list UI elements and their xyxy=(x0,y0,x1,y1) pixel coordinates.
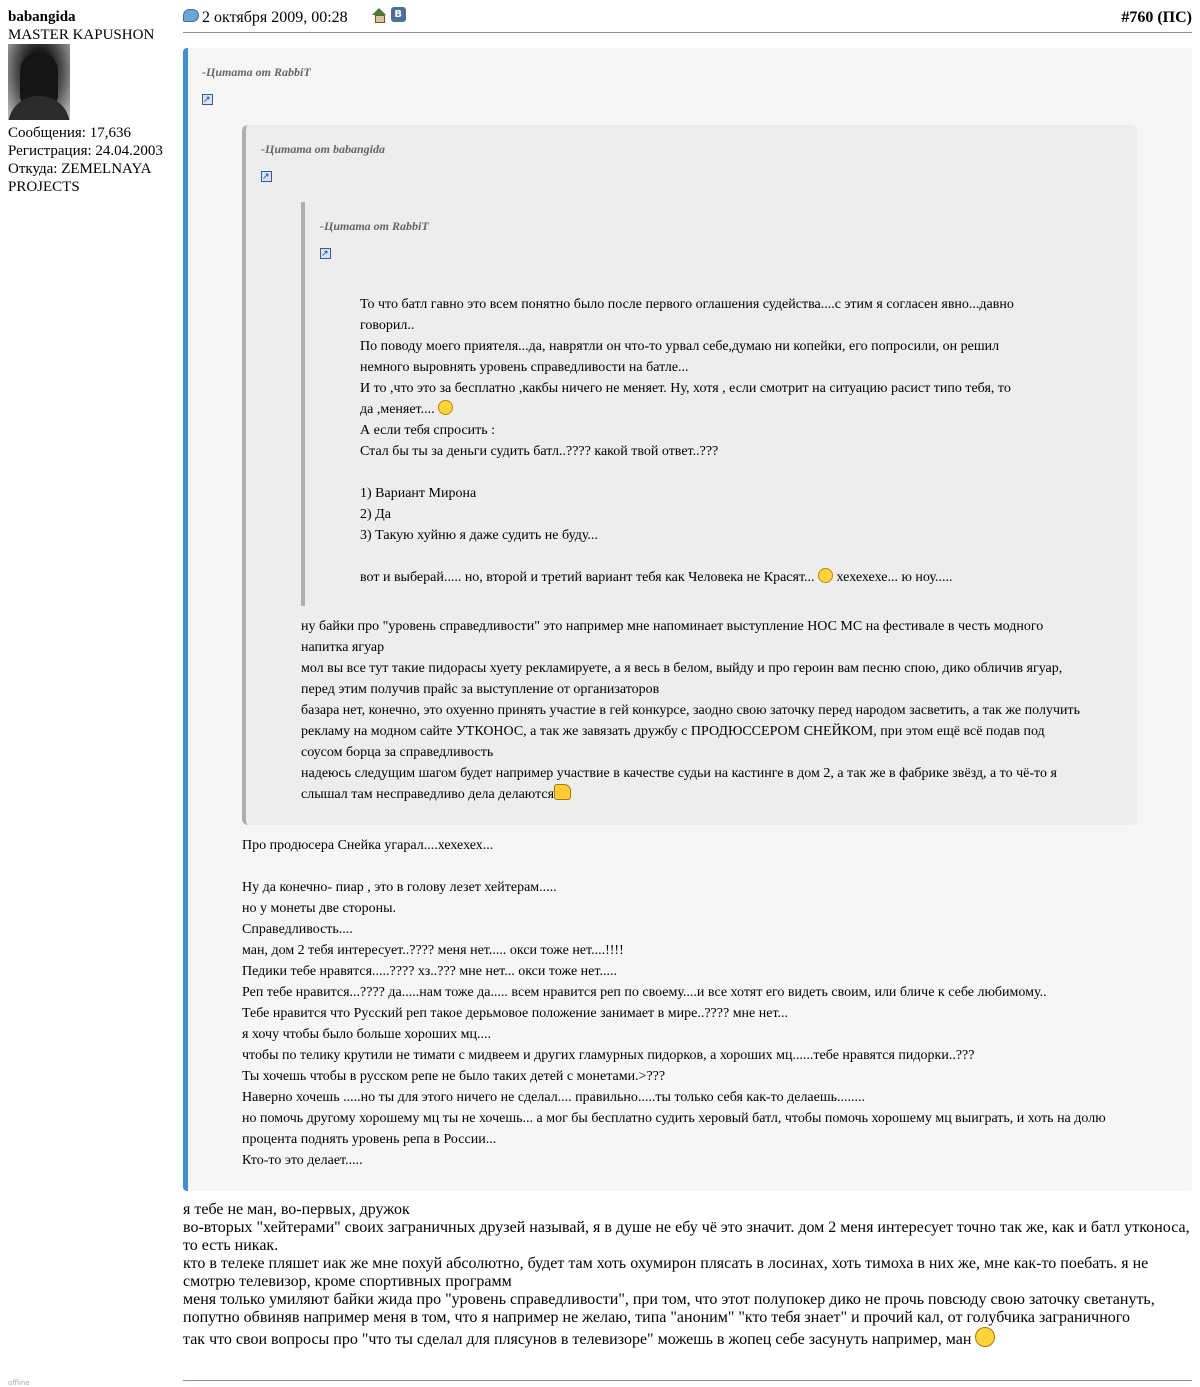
quote-line: но у монеты две стороны. xyxy=(242,901,396,916)
post-line: попутно обвиняв например меня в том, что я например не желаю, типа "аноним" "кто тебя знает" и прочий кал, от голубчика заграничного xyxy=(183,1309,1130,1326)
quote-middle xyxy=(242,125,1137,825)
quote-line: Стал бы ты за деньги судить батл..???? какой твой ответ..??? xyxy=(360,444,719,459)
post-line: смотрю телевизор, кроме спортивных программ xyxy=(183,1273,512,1290)
quote-line: Про продюсера Снейка угарал....хехехех... xyxy=(242,838,494,853)
smile-icon xyxy=(818,568,833,583)
username[interactable]: babangida xyxy=(8,9,76,25)
quote-line: А если тебя спросить : xyxy=(360,423,496,438)
user-title: MASTER KAPUSHON xyxy=(8,27,155,43)
quote-line: базара нет, конечно, это охуенно принять участие в гей конкурсе, заодно свою заточку перед народом засветить, а так же получить xyxy=(301,703,1080,718)
post-divider xyxy=(183,1380,1192,1381)
post-line: меня только умиляют байки жида про "уровень справедливости", при том, что этот полупокер дико не прочь повсюду свою заточку светануть, xyxy=(183,1291,1155,1308)
quote-line: перед этим получив прайс за выступление от организаторов xyxy=(301,682,660,697)
quote-source-link-icon[interactable] xyxy=(320,248,331,259)
post-body xyxy=(183,1201,1192,1349)
quote-line: Тебе нравится что Русский реп такое дерьмовое положение занимает в мире..???? мне нет... xyxy=(242,1006,789,1021)
quote-line: То что батл гавно это всем понятно было после первого оглашения судейства....с этим я согласен явно...давно xyxy=(360,297,1014,312)
online-status: offline xyxy=(8,1379,30,1387)
quote-line: соусом борца за справедливость xyxy=(301,745,494,760)
quote-line: Справедливость.... xyxy=(242,922,353,937)
user-location-line-1: Откуда: ZEMELNAYA xyxy=(8,161,152,177)
avatar[interactable] xyxy=(8,44,70,120)
quote-line: вот и выберай..... но, второй и третий вариант тебя как Человека не Красят... хехехехе... ю ноу..... xyxy=(360,570,953,585)
thumbs-up-icon xyxy=(554,784,571,800)
quote-line: рекламу на модном сайте УТКОНОС, а так же завязать дружбу с ПРОДЮССЕРОМ СНЕЙКОМ, при этом ещё всё подав под xyxy=(301,724,1045,739)
quote-line xyxy=(360,546,1060,567)
quote-source-link-icon[interactable] xyxy=(261,171,272,182)
quote-line: Ты хочешь чтобы в русском репе не было таких детей с монетами.>??? xyxy=(242,1069,666,1084)
quote-line: мол вы все тут такие пидорасы хуету рекламируете, а я весь в белом, выйду и про героин вам песню спою, дико обличив ягуар, xyxy=(301,661,1063,676)
quote-line: Кто-то это делает..... xyxy=(242,1153,363,1168)
quote-line: Педики тебе нравятся.....???? хз..??? мне нет... окси тоже нет..... xyxy=(242,964,617,979)
quote-line: По поводу моего приятеля...да, наврятли он что-то урвал себе,думаю ни копейки, его попросили, он решил xyxy=(360,339,1000,354)
quote-line: И то ,что это за бесплатно ,какбы ничего не меняет. Ну, хотя , если смотрит на ситуацию расист типо тебя, то xyxy=(360,381,1011,396)
user-registration-date: Регистрация: 24.04.2003 xyxy=(8,143,163,159)
quote-author: -Цитата от babangida xyxy=(261,142,386,156)
quote-line: процента поднять уровень репа в России... xyxy=(242,1132,497,1147)
quote-author: -Цитата от RabbiT xyxy=(320,219,429,233)
quote-inner-text xyxy=(360,294,1060,588)
quote-line: да ,меняет.... xyxy=(360,399,1060,420)
quote-line: Наверно хочешь .....но ты для этого ничего не сделал.... правильно.....ты только себя как-то делаешь........ xyxy=(242,1090,866,1105)
post-line: то есть никак. xyxy=(183,1237,279,1254)
quote-line: ну байки про "уровень справедливости" это например мне напоминает выступление НОС МС на фестивале в честь модного xyxy=(301,619,1044,634)
quote-source-link-icon[interactable] xyxy=(202,94,213,105)
comment-icon xyxy=(183,9,199,22)
quote-line: 1) Вариант Мирона xyxy=(360,486,477,501)
post-number-link[interactable]: #760 xyxy=(1121,9,1154,26)
quote-outer-text xyxy=(242,835,1142,1171)
post-header xyxy=(183,8,1192,33)
ps-link[interactable]: (ПС) xyxy=(1157,9,1192,26)
post-date: 2 октября 2009, 00:28 xyxy=(202,9,348,26)
quote-line: Реп тебе нравится...???? да.....нам тоже да..... всем нравится реп по своему....и все хотят его видеть своим, или бличе к себе любимому.. xyxy=(242,985,1047,1000)
post xyxy=(183,8,1192,1349)
quote-line: чтобы по телику крутили не тимати с мидвеем и других гламурных пидорков, а хороших мц......тебе нравятся пидорки..??? xyxy=(242,1048,975,1063)
quote-line: слышал там несправедливо дела делаются xyxy=(301,784,1101,805)
post-line: во-вторых "хейтерами" своих заграничных друзей называй, я в душе не ебу чё это значит. дом 2 меня интересует точно так же, как и батл утконоса, xyxy=(183,1219,1190,1236)
quote-line: но помочь другому хорошему мц ты не хочешь... а мог бы бесплатно судить херовый батл, чтобы помочь хорошему мц выиграть, и хоть на долю xyxy=(242,1111,1106,1126)
smile-icon xyxy=(438,400,453,415)
vk-share-icon[interactable]: В xyxy=(391,7,406,22)
quote-line: я хочу чтобы было больше хороших мц.... xyxy=(242,1027,491,1042)
quote-line: 2) Да xyxy=(360,507,391,522)
quote-line xyxy=(242,856,1142,877)
user-sidebar xyxy=(8,8,176,196)
quote-line: говорил.. xyxy=(360,318,415,333)
quote-line: 3) Такую хуйню я даже судить не буду... xyxy=(360,528,598,543)
post-line: так что свои вопросы про "что ты сделал для плясунов в телевизоре" можешь в жопец себе засунуть например, ман xyxy=(183,1331,1192,1349)
post-line: кто в телеке пляшет иак же мне похуй абсолютно, будет там хоть охумирон плясать в лосинах, хоть тимоха в них же, мне как-то поебать. я не xyxy=(183,1255,1149,1272)
quote-line: напитка ягуар xyxy=(301,640,385,655)
quote-line: надеюсь следущим шагом будет например участвие в качестве судьи на кастинге в дом 2, а так же в фабрике звёзд, а то чё-то я xyxy=(301,766,1057,781)
user-location-line-2: PROJECTS xyxy=(8,179,80,195)
quote-author: -Цитата от RabbiT xyxy=(202,65,311,79)
quote-line: ман, дом 2 тебя интересует..???? меня нет..... окси тоже нет....!!!! xyxy=(242,943,624,958)
quote-line: немного выровнять уровень справедливости на батле... xyxy=(360,360,689,375)
quote-middle-text xyxy=(301,616,1101,805)
user-post-count: Сообщения: 17,636 xyxy=(8,125,131,141)
quote-line: Ну да конечно- пиар , это в голову лезет хейтерам..... xyxy=(242,880,557,895)
quote-line xyxy=(360,462,1060,483)
home-icon[interactable] xyxy=(372,8,386,22)
post-line: я тебе не ман, во-первых, дружок xyxy=(183,1201,410,1218)
quote-inner xyxy=(301,202,1121,606)
quote-outer xyxy=(183,48,1192,1191)
crown-smile-icon xyxy=(975,1327,995,1347)
